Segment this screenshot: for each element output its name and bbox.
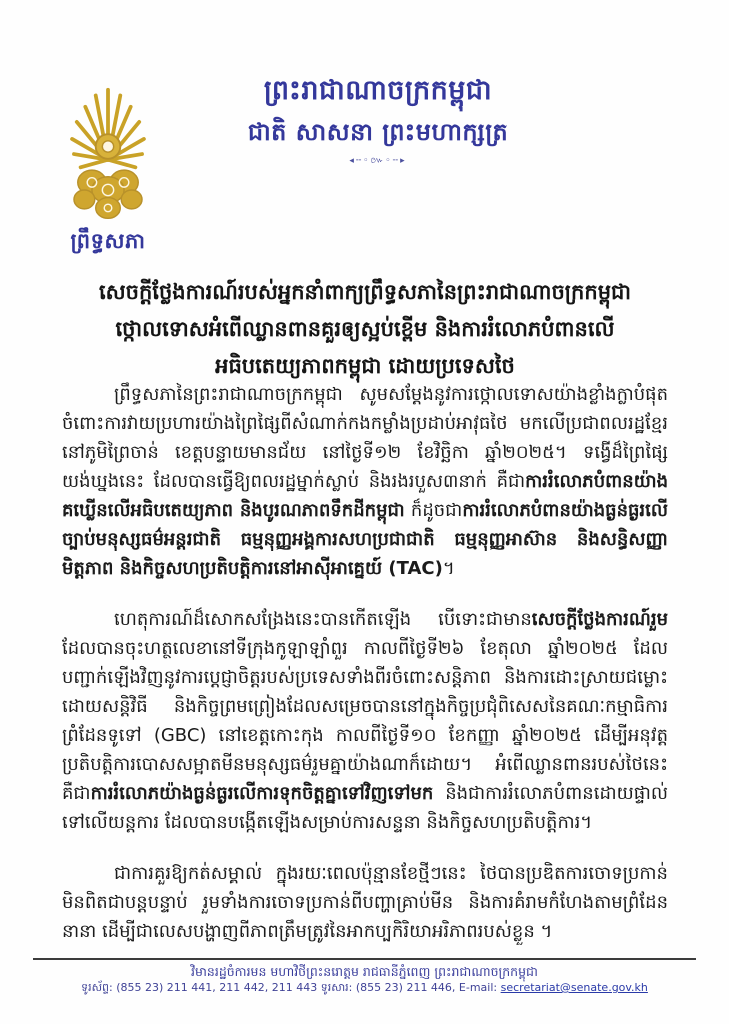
- ornament-divider: ◂╌◦៚◦╌▸: [349, 156, 407, 166]
- paragraph-1-run-2-bold: ការរំលោភបំពានយ៉ាងគឃ្លើនលើអធិបតេយ្យភាព និងបូរណភាពទឹកដីកម្ពុជា: [62, 471, 668, 521]
- footer-contact-text: ទូរស័ព្ទ: (855 23) 211 441, 211 442, 211 443 ទូរសារ: (855 23) 211 446, E-mail:: [81, 981, 501, 994]
- emblem-label-senate: ព្រឹទ្ធសភា: [70, 229, 146, 253]
- footer-address: វិមានរដ្ឋចំការមន មហាវិថីព្រះនរោត្ដម រាជធានីភ្នំពេញ ព្រះរាជាណាចក្រកម្ពុជា: [191, 964, 538, 979]
- paragraph-2-run-3: ដែលបានចុះហត្ថលេខានៅទីក្រុងកូឡាឡាំពួរ កាលពីថ្ងៃទី២៦ ខែតុលា ឆ្នាំ២០២៥ ដែលបញ្ជាក់ឡើងវិញនូវការប្ដេជ្ញាចិត្តរបស់ប្រទេសទាំងពីរចំពោះសន្តិភាព និងការដោះស្រាយជម្លោះដោយសន្តិវិធី និងកិច្ចព្រមព្រៀងដែលសម្រេចបាននៅក្នុងកិច្ចប្រជុំពិសេសនៃគណៈកម្មាធិការព្រំដែនទូទៅ (GBC) នៅខេត្តកោះកុង កាលពីថ្ងៃទី១០ ខែកញ្ញា ឆ្នាំ២០២៥ ដើម្បីអនុវត្តប្រតិបត្តិការបោសសម្អាតមីនមនុស្សធម៌រួមគ្នាយ៉ាងណាក៏ដោយ។ អំពើឈ្លានពានរបស់ថៃនេះ គឺជា: [62, 638, 668, 804]
- footer-email-link[interactable]: secretariat@senate.gov.kh: [500, 981, 648, 994]
- senate-emblem-block: [48, 84, 168, 259]
- document-title: [70, 274, 660, 385]
- document-title-line3: អធិបតេយ្យភាពកម្ពុជា ដោយប្រទេសថៃ: [215, 354, 515, 378]
- paragraph-3: [62, 859, 668, 946]
- paragraph-2-run-1: ហេតុការណ៍ដ៏សោកសង្រែងនេះបានកើតឡើង បើទោះជាមាន: [114, 609, 532, 630]
- paragraph-2-run-4-bold: ការរំលោភយ៉ាងធ្ងន់ធ្ងរលើការទុកចិត្តគ្នាទៅវិញទៅមក: [90, 783, 434, 804]
- document-title-line2: ថ្កោលទោសអំពើឈ្លានពានគួរឲ្យស្អប់ខ្ពើម និងការរំលោភបំពានលើ: [115, 317, 615, 341]
- document-body: [62, 380, 668, 968]
- document-title-line1: សេចក្ដីថ្លែងការណ៍របស់អ្នកនាំពាក្យព្រឹទ្ធសភានៃព្រះរាជាណាចក្រកម្ពុជា: [98, 280, 632, 304]
- footer-contact-line: [33, 980, 696, 995]
- kingdom-motto: ជាតិ សាសនា ព្រះមហាក្សត្រ: [247, 118, 509, 146]
- paragraph-1-run-1: ព្រឹទ្ធសភានៃព្រះរាជាណាចក្រកម្ពុជា សូមសម្ដែងនូវការថ្កោលទោសយ៉ាងខ្លាំងក្លាបំផុត ចំពោះការវាយប្រហារយ៉ាងព្រៃផ្សៃពីសំណាក់កងកម្លាំងប្រដាប់អាវុធថៃ មកលើប្រជាពលរដ្ឋខ្មែរនៅភូមិព្រៃចាន់ ខេត្តបន្ទាយមានជ័យ នៅថ្ងៃទី១២ ខែវិច្ឆិកា ឆ្នាំ២០២៥។ ទង្វើដ៏ព្រៃផ្សៃយង់ឃ្នងនេះ ដែលបានធ្វើឱ្យពលរដ្ឋម្នាក់ស្លាប់ និងរងរបួស៣នាក់ គឺជា: [62, 384, 668, 492]
- paragraph-3-run-1: ជាការគួរឱ្យកត់សម្គាល់ ក្នុងរយៈពេលប៉ុន្មានខែថ្មីៗនេះ ថៃបានប្រឌិតការចោទប្រកាន់មិនពិតជាបន្តបន្ទាប់ រួមទាំងការចោទប្រកាន់ពីបញ្ហាគ្រាប់មីន និងការគំរាមកំហែងតាមព្រំដែននានា ដើម្បីជាលេសបង្ហាញពីភាពត្រឹមត្រូវនៃអាកប្បកិរិយាអរិភាពរបស់ខ្លួន ។: [62, 863, 668, 942]
- paragraph-2-run-2-bold: សេចក្ដីថ្លែងការណ៍រួម: [531, 609, 668, 630]
- paragraph-1: [62, 380, 668, 583]
- paragraph-1-run-4-bold: ការរំលោភបំពានយ៉ាងធ្ងន់ធ្ងរលើច្បាប់មនុស្សធម៌អន្តរជាតិ ធម្មនុញ្ញអង្គការសហប្រជាជាតិ ធម្មនុញ្ញអាស៊ាន និងសន្ធិសញ្ញាមិត្តភាព និងកិច្ចសហប្រតិបត្តិការនៅអាស៊ីអាគ្នេយ៍ (TAC): [62, 500, 668, 579]
- paragraph-1-run-3: ក៏ដូចជា: [404, 500, 463, 521]
- kingdom-title: ព្រះរាជាណាចក្រកម្ពុជា: [263, 75, 493, 106]
- letterhead-header: [168, 74, 588, 168]
- paragraph-2: [62, 605, 668, 837]
- senate-emblem-icon: [56, 84, 160, 226]
- document-footer: [33, 958, 696, 995]
- paragraph-2-run-5: និងជាការរំលោភបំពានដោយផ្ទាល់ទៅលើយន្តការ ដែលបានបង្កើតឡើងសម្រាប់ការសន្ទនា និងកិច្ចសហប្រតិបត្តិការ។: [62, 783, 668, 833]
- paragraph-1-run-5: ។: [442, 558, 455, 579]
